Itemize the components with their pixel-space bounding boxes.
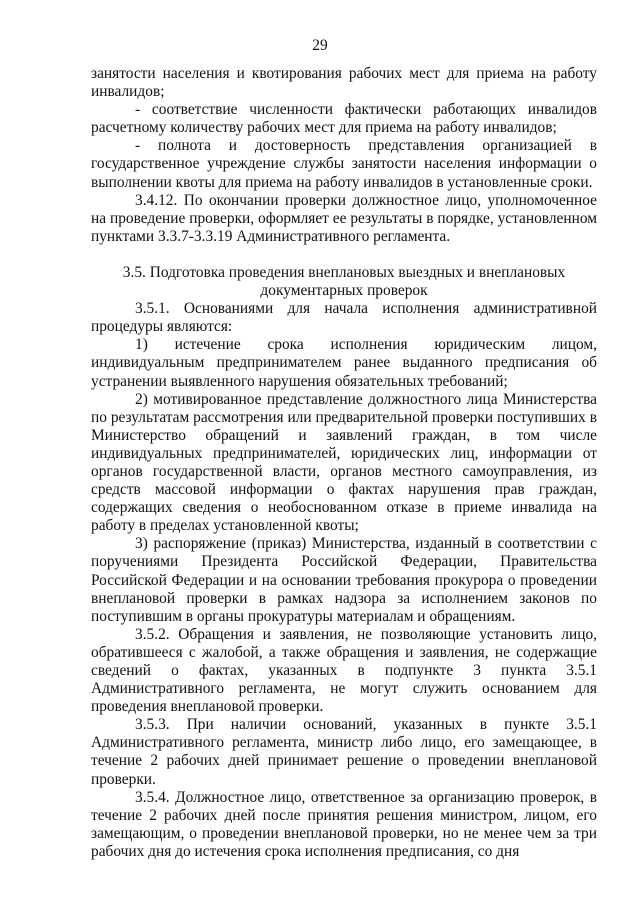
paragraph-item-3: 3) распоряжение (приказ) Министерства, изданный в соответствии с поручениями Президента Российской Федерации, Правительства Российской Федерации и на основании требования прокурора о проведении внеплановой проверки в рамках надзора за исполнением законов по поступившим в органы прокуратуры материалам и обращениям. — [91, 535, 597, 625]
document-body — [91, 65, 597, 861]
paragraph-item-2: 2) мотивированное представление должностного лица Министерства по результатам рассмотрения или предварительной проверки поступивших в Министерство обращений и заявлений граждан, в том числе индивидуальных предпринимателей, юридических лиц, информации от органов государственной власти, органов местного самоуправления, из средств массовой информации о фактах нарушения прав граждан, содержащих сведения о необоснованном отказе в приеме инвалида на работу в пределах установленной квоты; — [91, 390, 597, 535]
paragraph-3-5-4: 3.5.4. Должностное лицо, ответственное за организацию проверок, в течение 2 рабочих дней после принятия решения министром, лицом, его замещающим, о проведении внеплановой проверки, но не менее чем за три рабочих дня до истечения срока исполнения предписания, со дня — [91, 788, 597, 860]
page-number: 29 — [312, 37, 328, 54]
paragraph-3-5-3: 3.5.3. При наличии оснований, указанных в пункте 3.5.1 Административного регламента, министр либо лицо, его замещающее, в течение 2 рабочих дней принимает решение о проведении внеплановой проверки. — [91, 716, 597, 788]
paragraph-continuation: занятости населения и квотирования рабочих мест для приема на работу инвалидов; — [91, 65, 597, 101]
paragraph-list-item: - соответствие численности фактически работающих инвалидов расчетному количеству рабочих мест для приема на работу инвалидов; — [91, 101, 597, 137]
paragraph-3-4-12: 3.4.12. По окончании проверки должностное лицо, уполномоченное на проведение проверки, оформляет ее результаты в порядке, установленном пунктами 3.3.7-3.3.19 Административного регламента. — [91, 191, 597, 245]
paragraph-list-item: - полнота и достоверность представления организацией в государственное учреждение службы занятости населения информации о выполнении квоты для приема на работу инвалидов в установленные сроки. — [91, 137, 597, 191]
section-heading: 3.5. Подготовка проведения внеплановых выездных и внеплановых документарных проверок — [122, 263, 566, 300]
paragraph-3-5-1: 3.5.1. Основаниями для начала исполнения административной процедуры являются: — [91, 300, 597, 336]
paragraph-item-1: 1) истечение срока исполнения юридическим лицом, индивидуальным предпринимателем ранее выданного предписания об устранении выявленного нарушения обязательных требований; — [91, 336, 597, 390]
paragraph-3-5-2: 3.5.2. Обращения и заявления, не позволяющие установить лицо, обратившееся с жалобой, а также обращения и заявления, не содержащие сведений о фактах, указанных в подпункте 3 пункта 3.5.1 Административного регламента, не могут служить основанием для проведения внеплановой проверки. — [91, 625, 597, 716]
